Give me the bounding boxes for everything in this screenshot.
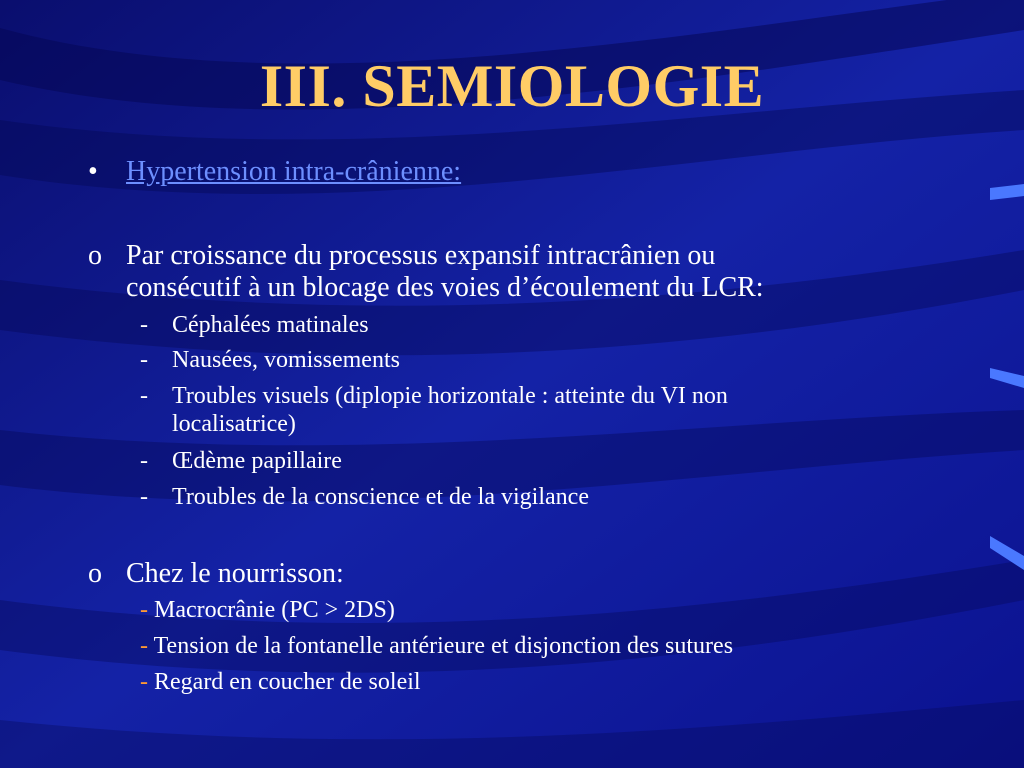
list-item — [140, 669, 421, 696]
list-item: Œdème papillaire — [172, 448, 342, 474]
list-item-dash: - — [140, 312, 148, 338]
section2-text: Chez le nourrisson: — [126, 558, 344, 589]
list-item — [140, 597, 395, 624]
list-item-dash: - — [140, 597, 148, 623]
section1-marker: o — [88, 240, 102, 271]
list-item: Troubles visuels (diplopie horizontale : atteinte du VI non — [172, 383, 728, 409]
list-item-dash: - — [140, 347, 148, 373]
list-item-text: Tension de la fontanelle antérieure et disjonction des sutures — [148, 633, 734, 659]
list-item-dash: - — [140, 484, 148, 510]
section1-text-line1: Par croissance du processus expansif intracrânien ou — [126, 240, 716, 271]
section1-text-line2: consécutif à un blocage des voies d’écoulement du LCR: — [126, 272, 764, 303]
slide-title: III. SEMIOLOGIE — [259, 53, 765, 119]
heading-link[interactable]: Hypertension intra-crânienne: — [126, 156, 462, 187]
list-item-dash: - — [140, 383, 148, 409]
list-item: Céphalées matinales — [172, 312, 369, 338]
list-item: Troubles de la conscience et de la vigilance — [172, 484, 589, 510]
list-item-text: Macrocrânie (PC > 2DS) — [148, 597, 395, 623]
list-item-continuation: localisatrice) — [172, 411, 296, 437]
list-item — [140, 633, 733, 660]
list-item-dash: - — [140, 669, 148, 695]
list-item: Nausées, vomissements — [172, 347, 400, 373]
list-item-text: Regard en coucher de soleil — [148, 669, 421, 695]
list-item-dash: - — [140, 633, 148, 659]
section2-marker: o — [88, 558, 102, 589]
heading-bullet: • — [88, 156, 98, 187]
list-item-dash: - — [140, 448, 148, 474]
